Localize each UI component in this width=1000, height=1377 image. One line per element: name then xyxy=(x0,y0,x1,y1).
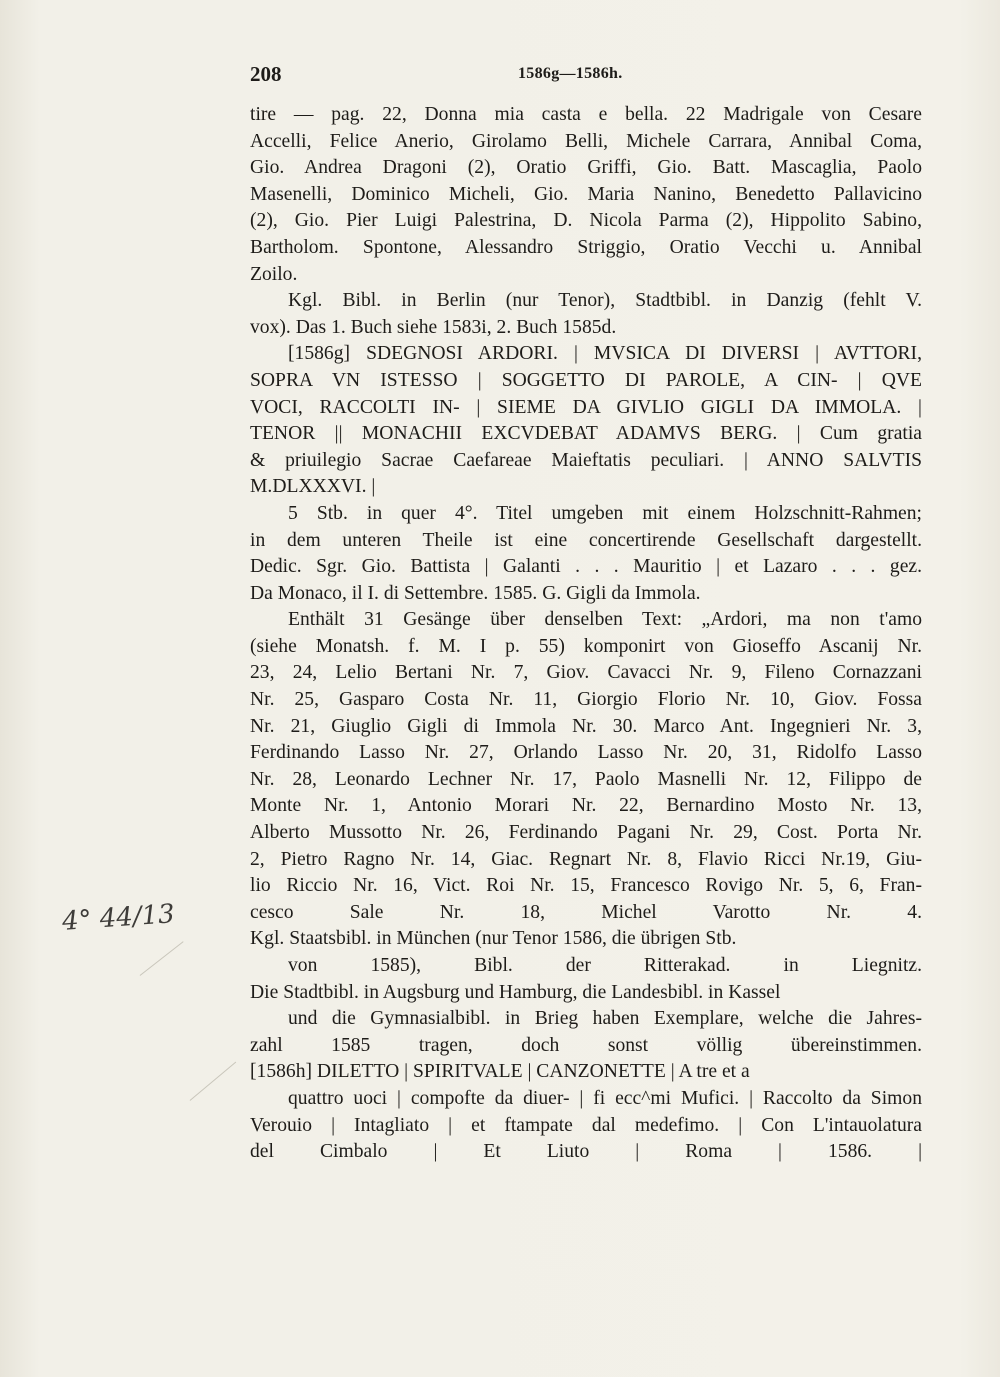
text-line: Alberto Mussotto Nr. 26, Ferdinando Pagani Nr. 29, Cost. Porta Nr. xyxy=(250,822,922,844)
text-line: Zoilo. xyxy=(250,263,298,285)
text-line: in dem unteren Theile ist eine concertirende Gesellschaft dargestellt. xyxy=(250,529,922,551)
text-line: Gio. Andrea Dragoni (2), Oratio Griffi, Gio. Batt. Mascaglia, Paolo xyxy=(250,157,922,179)
text-line: Ferdinando Lasso Nr. 27, Orlando Lasso Nr. 20, 31, Ridolfo Lasso xyxy=(250,742,922,764)
text-line: 2, Pietro Ragno Nr. 14, Giac. Regnart Nr. 8, Flavio Ricci Nr.19, Giu- xyxy=(250,848,922,870)
text-line: del Cimbalo | Et Liuto | Roma | 1586. | xyxy=(250,1141,922,1163)
page-header xyxy=(250,62,922,92)
text-line: Verouio | Intagliato | et ftampate dal medefimo. | Con L'intauolatura xyxy=(250,1114,922,1136)
text-line: und die Gymnasialbibl. in Brieg haben Exemplare, welche die Jahres- xyxy=(288,1008,922,1030)
text-line xyxy=(250,1166,922,1193)
text-line: Nr. 25, Gasparo Costa Nr. 11, Giorgio Florio Nr. 10, Giov. Fossa xyxy=(250,689,922,711)
text-line: [1586h] DILETTO | SPIRITVALE | CANZONETTE | A tre et a xyxy=(250,1061,750,1083)
text-line: von 1585), Bibl. der Ritterakad. in Liegnitz. xyxy=(288,955,922,976)
text-line: TENOR || MONACHII EXCVDEBAT ADAMVS BERG. | Cum gratia xyxy=(250,423,922,445)
text-line: & priuilegio Sacrae Caefareae Maieftatis peculiari. | ANNO SALVTIS xyxy=(250,449,922,471)
text-line: M.DLXXXVI. | xyxy=(250,476,376,498)
text-line: cesco Sale Nr. 18, Michel Varotto Nr. 4. xyxy=(250,901,922,923)
text-line: Nr. 28, Leonardo Lechner Nr. 17, Paolo Masnelli Nr. 12, Filippo de xyxy=(250,768,922,790)
handwritten-shelfmark: 4° 44/13 xyxy=(61,899,176,937)
text-line: Da Monaco, il I. di Settembre. 1585. G. Gigli da Immola. xyxy=(250,582,701,604)
text-line: Accelli, Felice Anerio, Girolamo Belli, Michele Carrara, Annibal Coma, xyxy=(250,130,922,152)
text-line: Enthält 31 Gesänge über denselben Text: „Ardori, ma non t'amo xyxy=(288,609,922,631)
text-line: Kgl. Staatsbibl. in München (nur Tenor 1586, die übrigen Stb. xyxy=(250,928,737,950)
text-line: (2), Gio. Pier Luigi Palestrina, D. Nicola Parma (2), Hippolito Sabino, xyxy=(250,210,922,232)
pencil-stroke xyxy=(190,1062,237,1101)
text-line: zahl 1585 tragen, doch sonst völlig übereinstimmen. xyxy=(250,1034,922,1056)
text-line: 23, 24, Lelio Bertani Nr. 7, Giov. Cavacci Nr. 9, Fileno Cornazzani xyxy=(250,662,922,684)
entry-heading-1586h: quattro uoci | compofte da diuer- | fi ecc^mi Mufici. | Raccolto da Simon xyxy=(288,1087,922,1109)
text-line: Masenelli, Dominico Micheli, Gio. Maria Nanino, Benedetto Pallavicino xyxy=(250,183,922,205)
page-number: 208 xyxy=(250,62,282,86)
body-text xyxy=(250,102,922,1192)
text-line: Dedic. Sgr. Gio. Battista | Galanti . . . Mauritio | et Lazaro . . . gez. xyxy=(250,556,922,578)
text-line: VOCI, RACCOLTI IN- | SIEME DA GIVLIO GIGLI DA IMMOLA. | xyxy=(250,396,922,418)
text-line: Kgl. Bibl. in Berlin (nur Tenor), Stadtbibl. in Danzig (fehlt V. xyxy=(288,290,922,312)
text-line: 5 Stb. in quer 4°. Titel umgeben mit einem Holzschnitt-Rahmen; xyxy=(288,502,922,524)
text-line: SOPRA VN ISTESSO | SOGGETTO DI PAROLE, A CIN- | QVE xyxy=(250,369,922,391)
text-line: Bartholom. Spontone, Alessandro Striggio, Oratio Vecchi u. Annibal xyxy=(250,236,922,258)
text-line: Die Stadtbibl. in Augsburg und Hamburg, die Landesbibl. in Kassel xyxy=(250,981,781,1003)
pencil-stroke xyxy=(140,941,184,976)
text-line: Nr. 21, Giuglio Gigli di Immola Nr. 30. Marco Ant. Ingegnieri Nr. 3, xyxy=(250,715,922,737)
entry-heading-1586g: [1586g] SDEGNOSI ARDORI. | MVSICA DI DIVERSI | AVTTORI, xyxy=(288,343,922,365)
text-line: vox). Das 1. Buch siehe 1583i, 2. Buch 1585d. xyxy=(250,316,617,338)
text-line: (siehe Monatsh. f. M. I p. 55) komponirt von Gioseffo Ascanij Nr. xyxy=(250,635,922,657)
text-line: lio Riccio Nr. 16, Vict. Roi Nr. 15, Francesco Rovigo Nr. 5, 6, Fran- xyxy=(250,875,922,897)
text-line: tire — pag. 22, Donna mia casta e bella. 22 Madrigale von Cesare xyxy=(250,104,922,125)
running-head: 1586g—1586h. xyxy=(518,65,623,82)
text-line: Monte Nr. 1, Antonio Morari Nr. 22, Bernardino Mosto Nr. 13, xyxy=(250,795,922,817)
